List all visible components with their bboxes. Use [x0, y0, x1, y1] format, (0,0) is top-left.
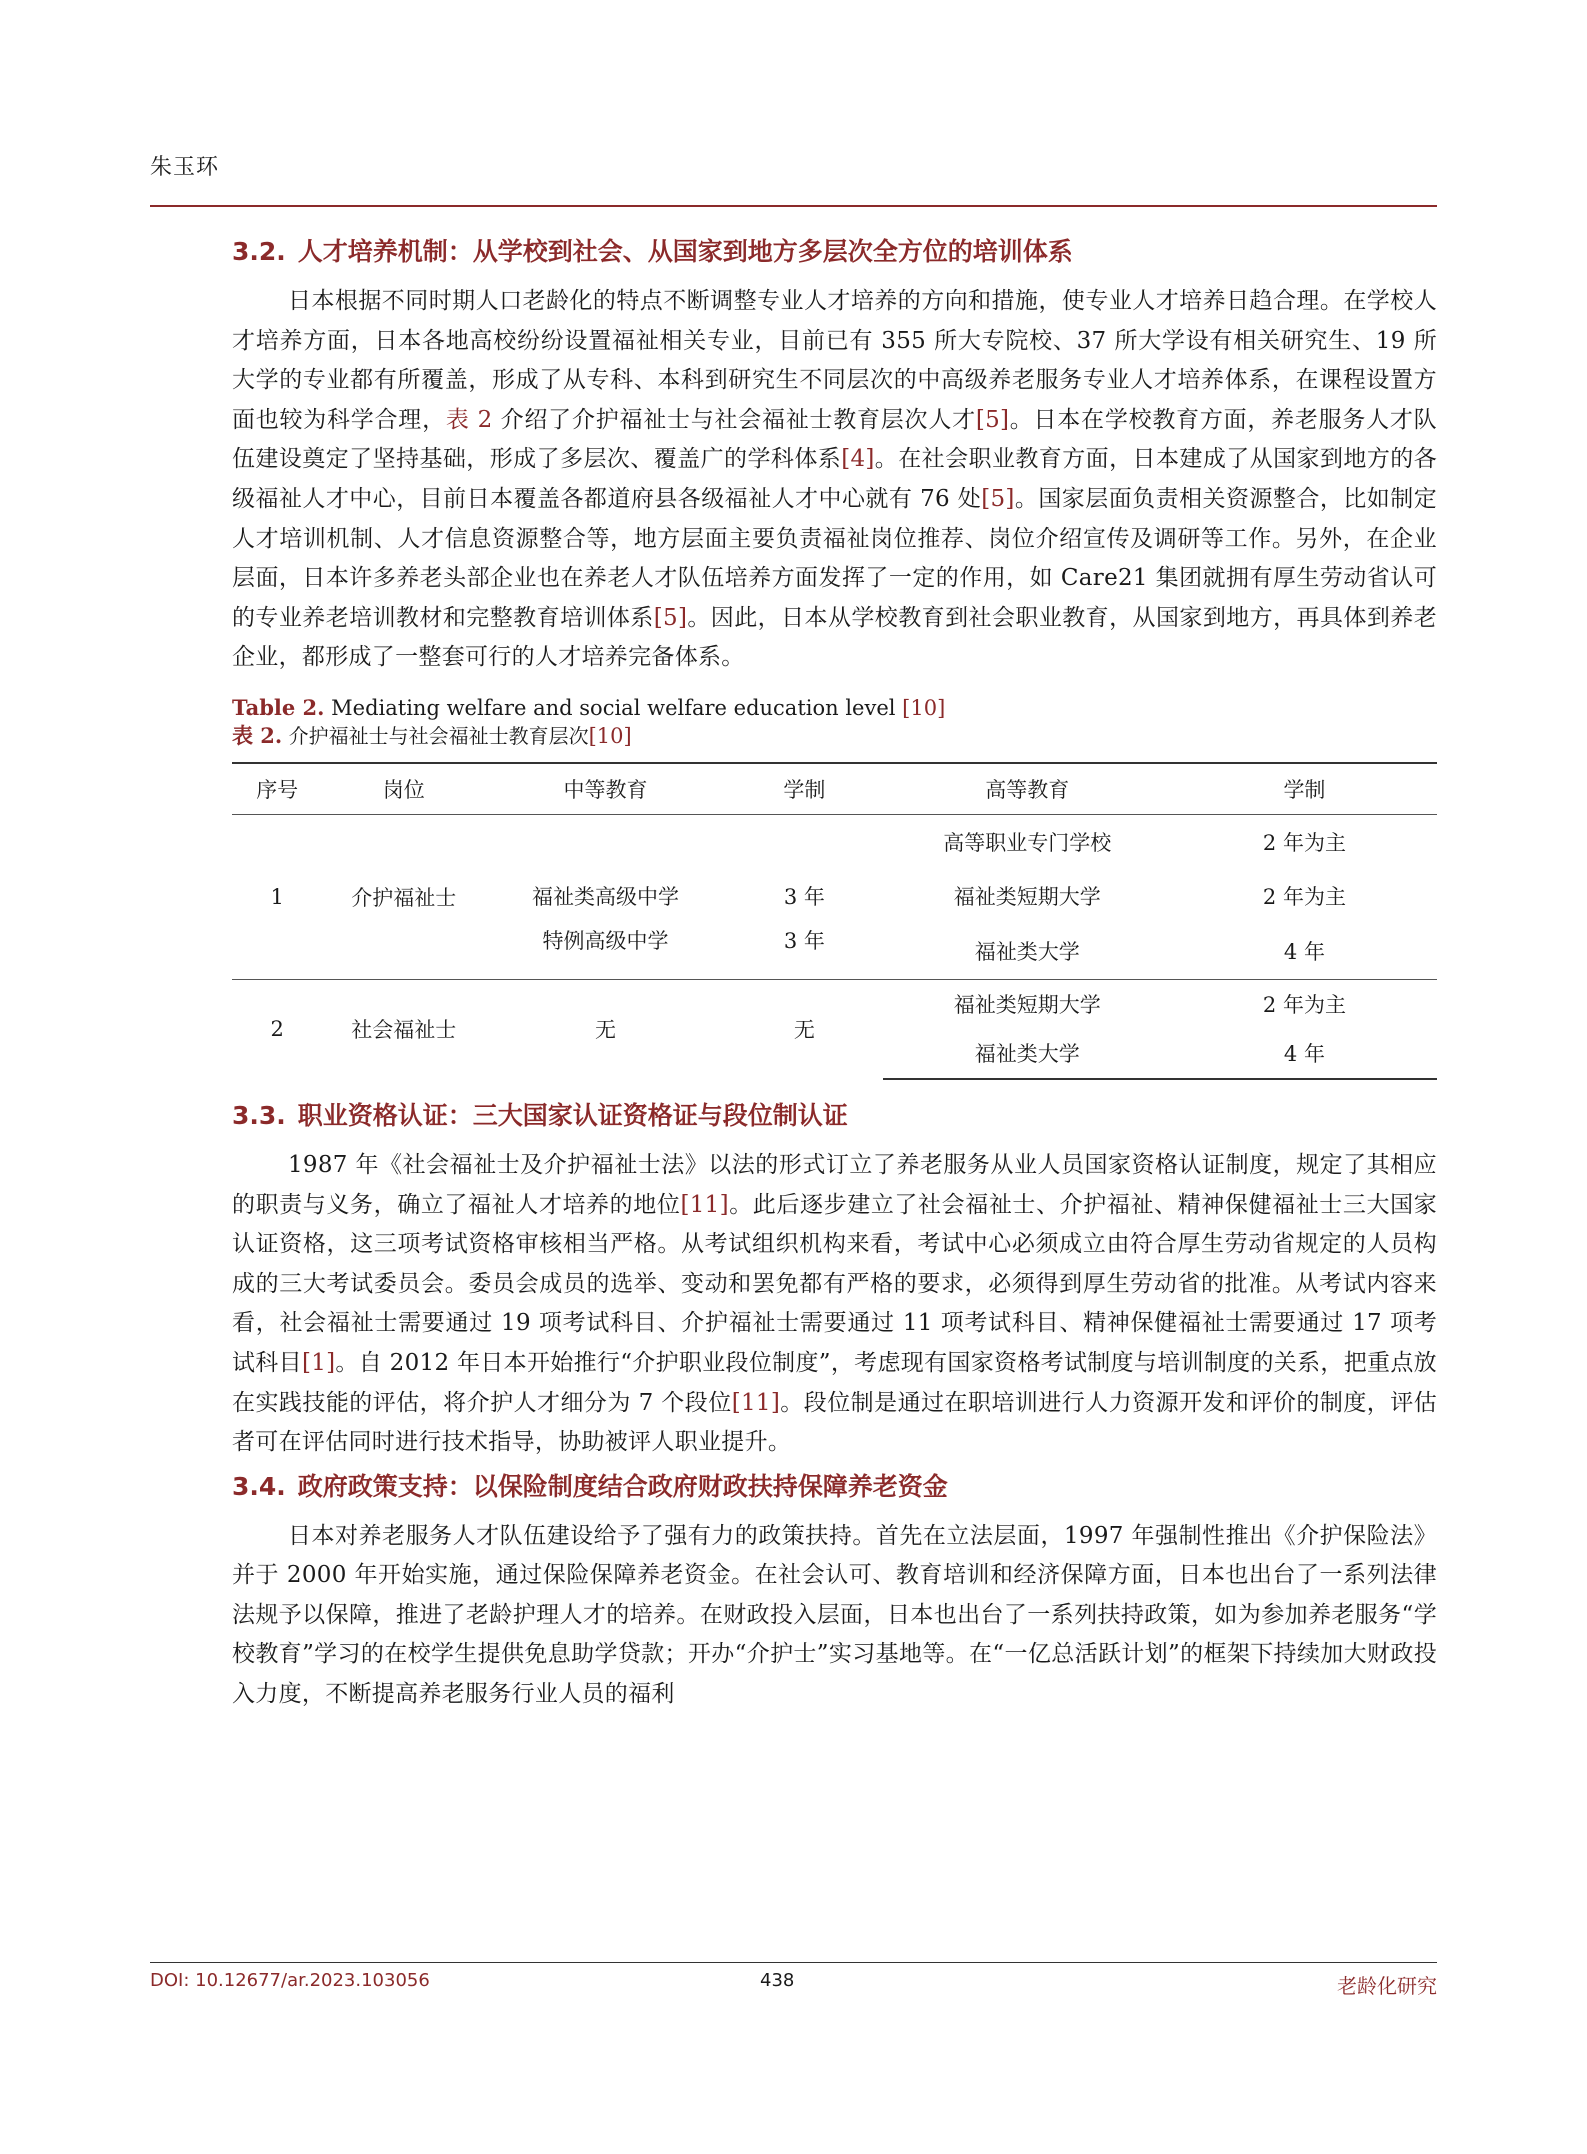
section-number: 3.4. [232, 1471, 286, 1501]
text-run: 介绍了介护福祉士与社会福祉士教育层次人才 [492, 406, 976, 433]
cell-higher-edu: 福祉类短期大学 [953, 884, 1101, 909]
paragraph-3-2 [232, 282, 1437, 678]
col-header-duration: 学制 [1172, 763, 1437, 815]
cell-duration: 无 [726, 979, 883, 1079]
citation-link[interactable]: [5] [975, 406, 1010, 433]
col-header-duration: 学制 [726, 763, 883, 815]
caption-label: Table 2. [232, 694, 325, 720]
table-row [232, 979, 1437, 1029]
cell-secondary-edu: 特例高级中学 [542, 928, 669, 953]
citation-link[interactable]: [4] [841, 446, 875, 473]
table-body [232, 814, 1437, 1079]
cell-higher-edu: 高等职业专门学校 [943, 830, 1112, 855]
cell-secondary-edu: 无 [485, 979, 726, 1079]
col-header-post: 岗位 [322, 763, 485, 815]
cell-duration: 2 年为主 [1262, 884, 1346, 909]
table-caption-zh [232, 722, 1437, 750]
text-run: 日本对养老服务人才队伍建设给予了强有力的政策扶持。首先在立法层面，1997 年强制性推出《介护保险法》并于 2000 年开始实施，通过保险保障养老资金。在社会认可、教育培训和经济保障方面，日本也出台了一系列法律法规予以保障，推进了老龄护理人才的培养。在财政投入层面，日本也出台了一系列扶持政策，如为参加养老服务“学校教育”学习的在校学生提供免息助学贷款；开办“介护士”实习基地等。在“一亿总活跃计划”的框架下持续加大财政投入力度，不断提高养老服务行业人员的福利 [232, 1522, 1437, 1708]
table-caption-en [232, 694, 1437, 722]
page-number: 438 [760, 1970, 795, 1991]
cell-post: 介护福祉士 [351, 885, 457, 910]
citation-link[interactable]: [11] [680, 1191, 729, 1218]
table-2-link[interactable]: 表 2 [445, 406, 493, 433]
caption-citation[interactable]: [10] [902, 695, 946, 720]
text-run: 1987 年《社会福祉士及介护福祉士法》以法的形式订立了养老服务从业人员国家资格认证制度，规定了其相应的职责与义务，确立了福祉人才培养的地位 [232, 1151, 1437, 1218]
table-header [232, 763, 1437, 815]
cell-duration: 2 年为主 [1172, 979, 1437, 1029]
section-heading-3-4 [232, 1463, 1437, 1511]
section-heading-3-2 [232, 228, 1437, 276]
cell-secondary-edu: 福祉类高级中学 [532, 884, 680, 909]
cell-duration: 3 年 [783, 884, 825, 909]
cell-duration: 3 年 [783, 928, 825, 953]
table-header-row [232, 763, 1437, 815]
footer-doi[interactable]: DOI: 10.12677/ar.2023.103056 [150, 1970, 430, 1991]
cell-duration: 4 年 [1283, 939, 1325, 964]
text-run: 。在社会职业教育方面，日本建成了从国家到地方的各级福祉人才中心，目前日本覆盖各都道府县各级福祉人才中心就有 76 处 [232, 446, 1437, 512]
section-title: 职业资格认证：三大国家认证资格证与段位制认证 [297, 1100, 848, 1130]
citation-link[interactable]: [1] [301, 1349, 336, 1376]
col-header-higher-edu: 高等教育 [883, 763, 1172, 815]
section-heading-3-3 [232, 1092, 1437, 1140]
cell-no: 2 [232, 979, 322, 1079]
text-run: 。日本在学校教育方面，养老服务人才队伍建设奠定了坚持基础，形成了多层次、覆盖广的学科体系 [232, 406, 1437, 473]
paragraph-3-4 [232, 1517, 1437, 1715]
main-content [232, 228, 1437, 1715]
section-number: 3.2. [232, 237, 286, 266]
cell-duration: 2 年为主 [1262, 830, 1346, 855]
citation-link[interactable]: [5] [981, 485, 1015, 512]
cell-higher-edu: 福祉类短期大学 [883, 979, 1172, 1029]
text-run: 。因此，日本从学校教育到社会职业教育，从国家到地方，再具体到养老企业，都形成了一整套可行的人才培养完备体系。 [232, 604, 1437, 671]
caption-label: 表 2. [232, 722, 283, 748]
text-run: 。此后逐步建立了社会福祉士、介护福祉、精神保健福祉士三大国家认证资格，这三项考试资格审核相当严格。从考试组织机构来看，考试中心必须成立由符合厚生劳动省规定的人员构成的三大考试委员会。委员会成员的选举、变动和罢免都有严格的要求，必须得到厚生劳动省的批准。从考试内容来看，社会福祉士需要通过 19 项考试科目、介护福祉士需要通过 11 项考试科目、精神保健福祉士需要通过 17 项考试科目 [232, 1191, 1437, 1376]
footer-journal: 老龄化研究 [1337, 1974, 1437, 1998]
text-run: 。段位制是通过在职培训进行人力资源开发和评价的制度，评估者可在评估同时进行技术指导，协助被评人职业提升。 [232, 1389, 1437, 1456]
caption-text: 介护福祉士与社会福祉士教育层次 [282, 723, 589, 748]
section-title: 政府政策支持：以保险制度结合政府财政扶持保障养老资金 [297, 1471, 948, 1501]
cell-no: 1 [270, 884, 284, 909]
col-header-secondary-edu: 中等教育 [485, 763, 726, 815]
section-number: 3.3. [232, 1100, 286, 1130]
paragraph-3-3 [232, 1146, 1437, 1463]
cell-duration: 4 年 [1172, 1029, 1437, 1079]
header-author: 朱玉环 [150, 155, 220, 180]
section-title: 人才培养机制：从学校到社会、从国家到地方多层次全方位的培训体系 [297, 237, 1073, 266]
footer-divider [150, 1962, 1437, 1963]
header-divider [150, 205, 1437, 207]
text-run: 。国家层面负责相关资源整合，比如制定人才培训机制、人才信息资源整合等，地方层面主要负责福祉岗位推荐、岗位介绍宣传及调研等工作。另外，在企业层面，日本许多养老头部企业也在养老人才队伍培养方面发挥了一定的作用，如 Care21 集团就拥有厚生劳动省认可的专业养老培训教材和完整教育培训体系 [232, 485, 1437, 631]
citation-link[interactable]: [11] [731, 1389, 781, 1416]
citation-link[interactable]: [5] [653, 604, 688, 631]
table-row [232, 814, 1437, 869]
col-header-no: 序号 [232, 763, 322, 815]
cell-higher-edu: 福祉类大学 [883, 1029, 1172, 1079]
caption-citation[interactable]: [10] [588, 723, 632, 748]
text-run: 日本根据不同时期人口老龄化的特点不断调整专业人才培养的方向和措施，使专业人才培养日趋合理。在学校人才培养方面，日本各地高校纷纷设置福祉相关专业，目前已有 355 所大专院校、37 所大学设有相关研究生、19 所大学的专业都有所覆盖，形成了从专科、本科到研究生不同层次的中高级养老服务专业人才培养体系，在课程设置方面也较为科学合理， [232, 288, 1437, 433]
table-caption [232, 694, 1437, 750]
text-run: 。自 2012 年日本开始推行“介护职业段位制度”，考虑现有国家资格考试制度与培训制度的关系，把重点放在实践技能的评估，将介护人才细分为 7 个段位 [232, 1349, 1437, 1416]
table-2 [232, 762, 1437, 1080]
cell-post: 社会福祉士 [322, 979, 485, 1079]
cell-higher-edu: 福祉类大学 [974, 939, 1080, 964]
caption-text: Mediating welfare and social welfare education level [324, 695, 903, 720]
